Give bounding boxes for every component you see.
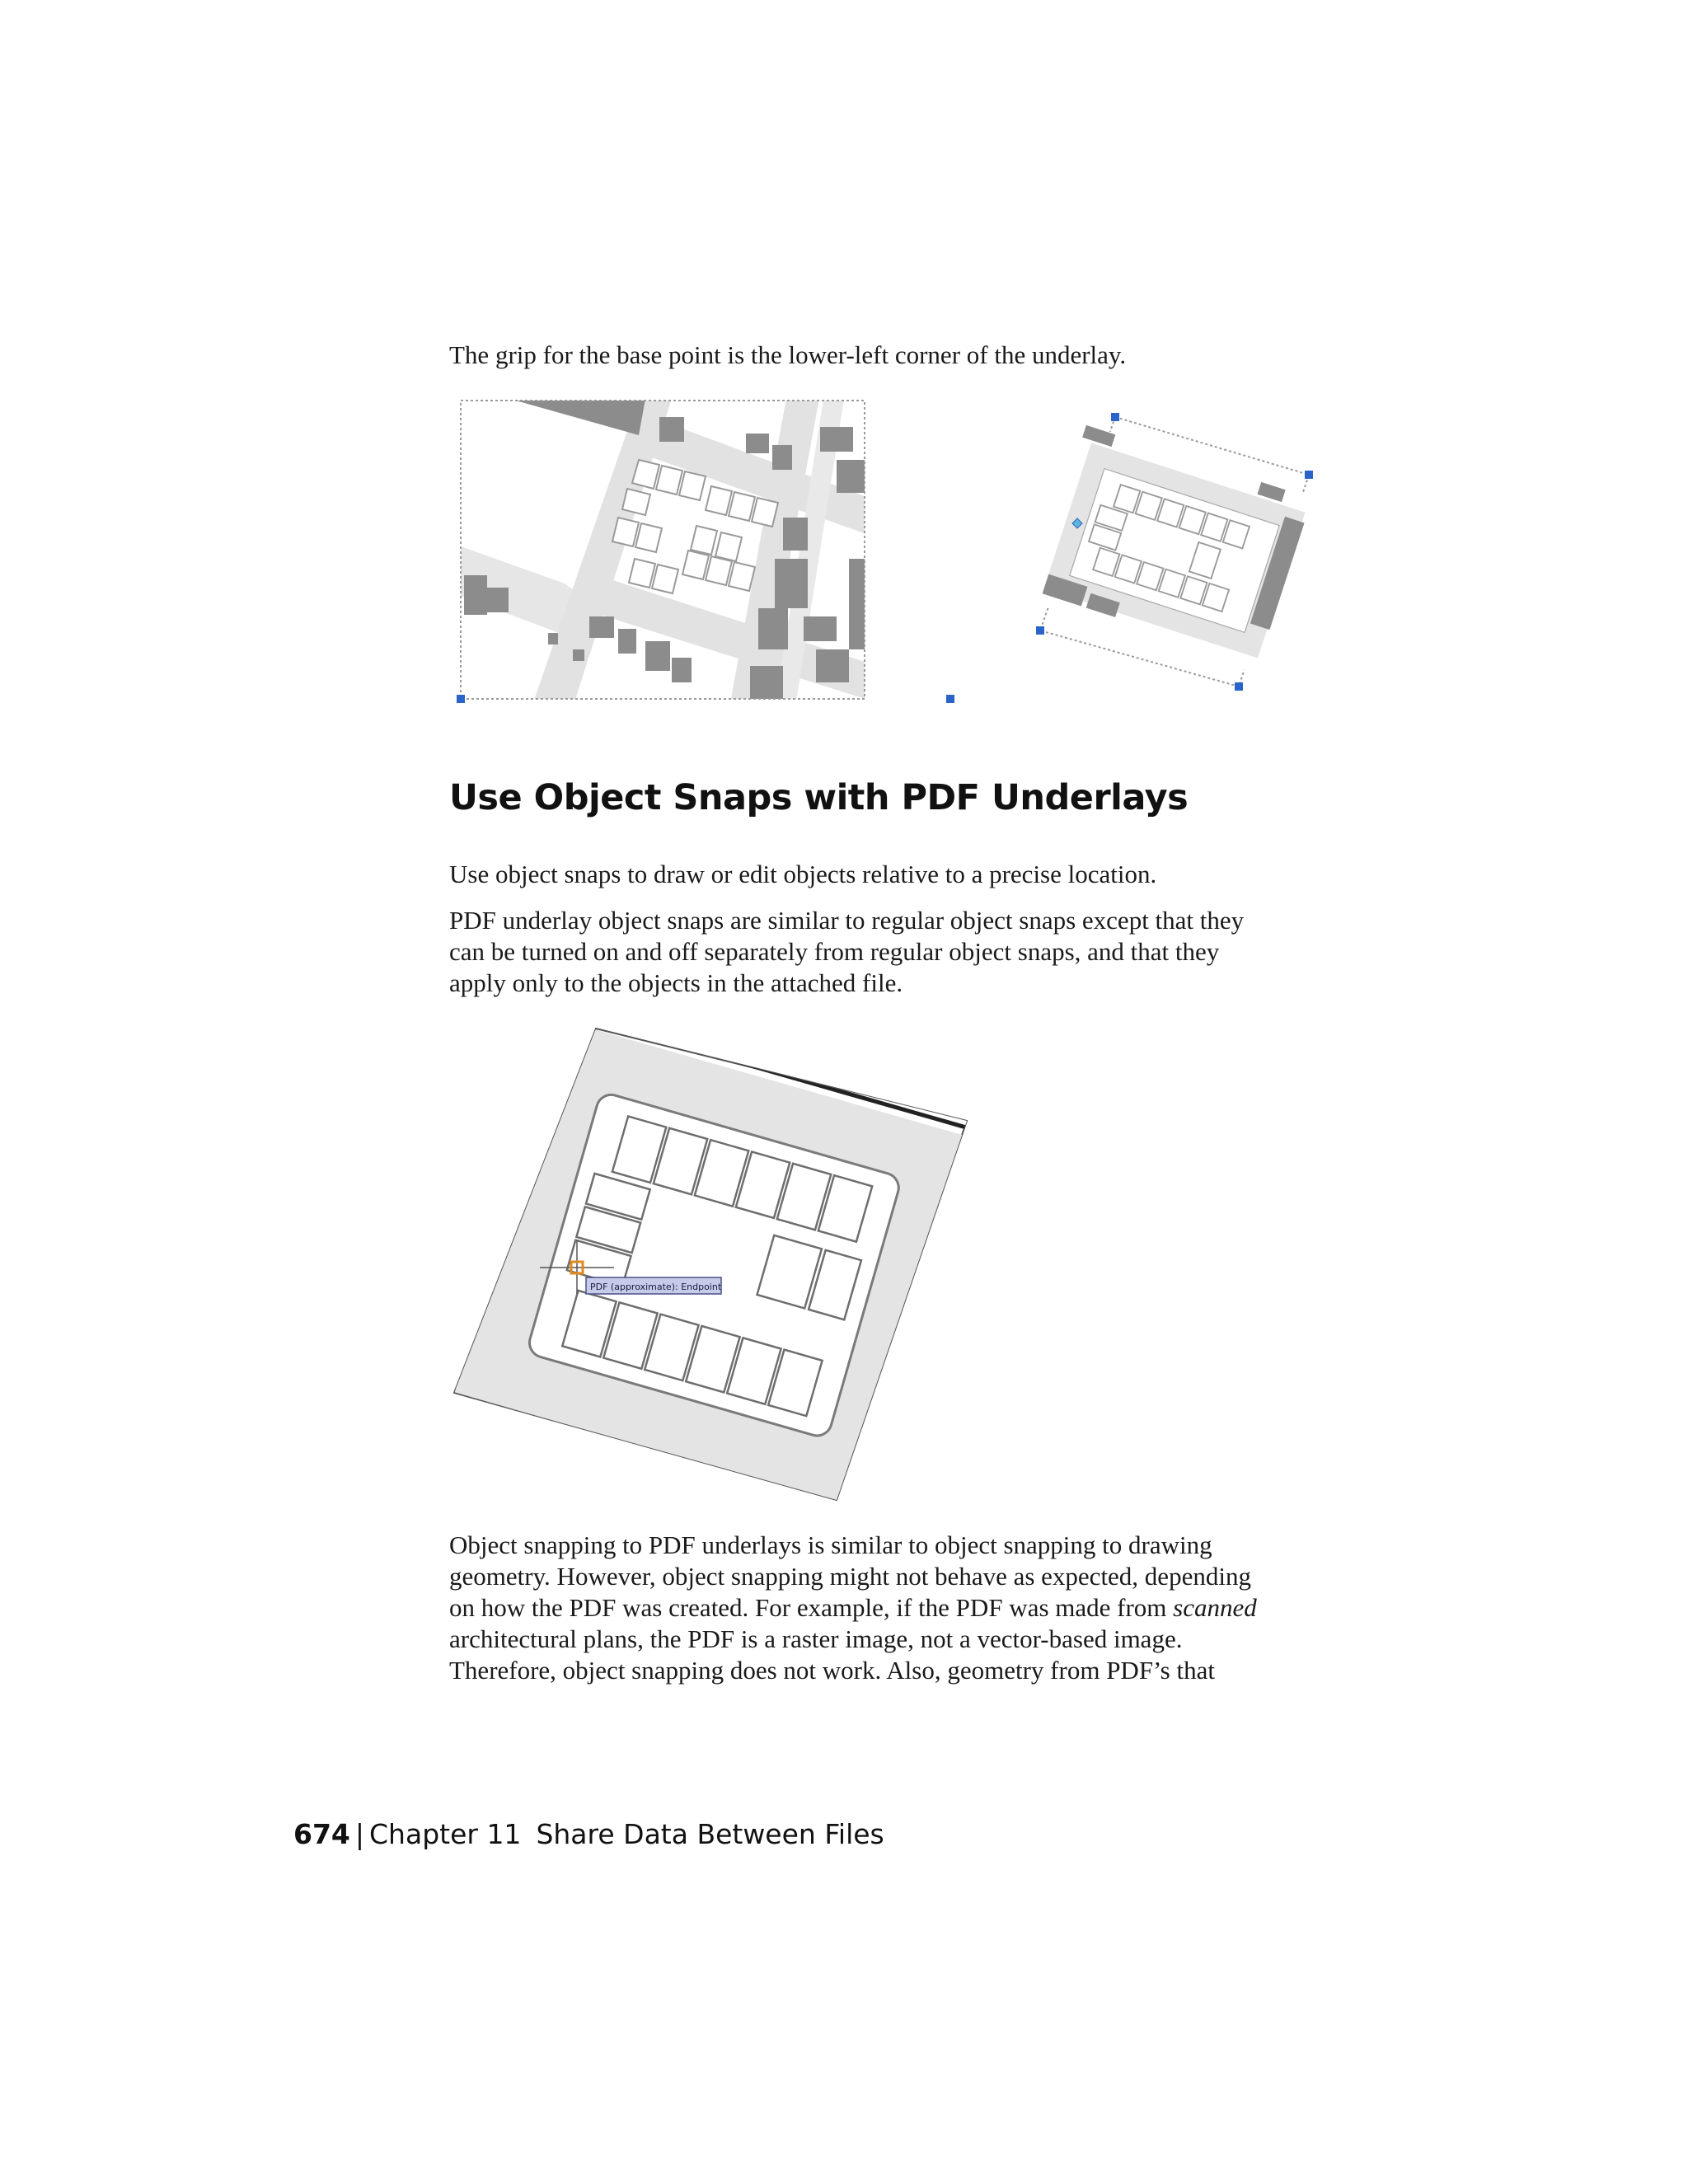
paragraph-2-line: PDF underlay object snaps are similar to regular object snaps except that they bbox=[449, 906, 1245, 935]
grip-bottom-left[interactable] bbox=[1036, 626, 1044, 635]
paragraph-3-line: Therefore, object snapping does not work. Also, geometry from PDF’s that bbox=[449, 1656, 1215, 1685]
footer-separator: | bbox=[354, 1818, 365, 1850]
paragraph-3-text: on how the PDF was created. For example, if the PDF was made from bbox=[449, 1593, 1174, 1622]
section-heading: Use Object Snaps with PDF Underlays bbox=[449, 777, 1189, 818]
grip-top-left[interactable] bbox=[1111, 413, 1119, 421]
base-point-grip[interactable] bbox=[457, 695, 465, 703]
page-number: 674 bbox=[293, 1818, 350, 1850]
paragraph-3-line: Object snapping to PDF underlays is similar to object snapping to drawing bbox=[449, 1530, 1212, 1559]
snap-tooltip bbox=[586, 1277, 722, 1294]
paragraph-2 bbox=[449, 905, 1339, 999]
paragraph-1: Use object snaps to draw or edit objects relative to a precise location. bbox=[449, 860, 1157, 888]
paragraph-3-line: geometry. However, object snapping might not behave as expected, depending bbox=[449, 1562, 1251, 1591]
figure-pdf-snap bbox=[449, 1022, 977, 1508]
paragraph-3-line bbox=[449, 1592, 1339, 1624]
grip-bottom-right[interactable] bbox=[1235, 682, 1243, 691]
paragraph-3 bbox=[449, 1530, 1339, 1686]
intro-text: The grip for the base point is the lower-left corner of the underlay. bbox=[449, 340, 1127, 369]
grip-top-right[interactable] bbox=[1305, 471, 1313, 479]
underlay-original bbox=[449, 394, 878, 707]
paragraph-2-line: apply only to the objects in the attached file. bbox=[449, 968, 903, 997]
page-footer bbox=[293, 1816, 884, 1853]
footer-title: Share Data Between Files bbox=[536, 1818, 884, 1850]
paragraph-2-line: can be turned on and off separately from regular object snaps, and that they bbox=[449, 937, 1220, 966]
snap-tooltip-text: PDF (approximate): Endpoint bbox=[590, 1282, 722, 1292]
figure-underlay-rotation bbox=[449, 394, 1364, 715]
rotation-base-grip[interactable] bbox=[946, 695, 954, 703]
emphasis-scanned: scanned bbox=[1173, 1593, 1257, 1622]
footer-chapter: Chapter 11 bbox=[369, 1818, 522, 1850]
underlay-rotated bbox=[1026, 413, 1321, 691]
paragraph-3-line: architectural plans, the PDF is a raster image, not a vector-based image. bbox=[449, 1624, 1183, 1653]
